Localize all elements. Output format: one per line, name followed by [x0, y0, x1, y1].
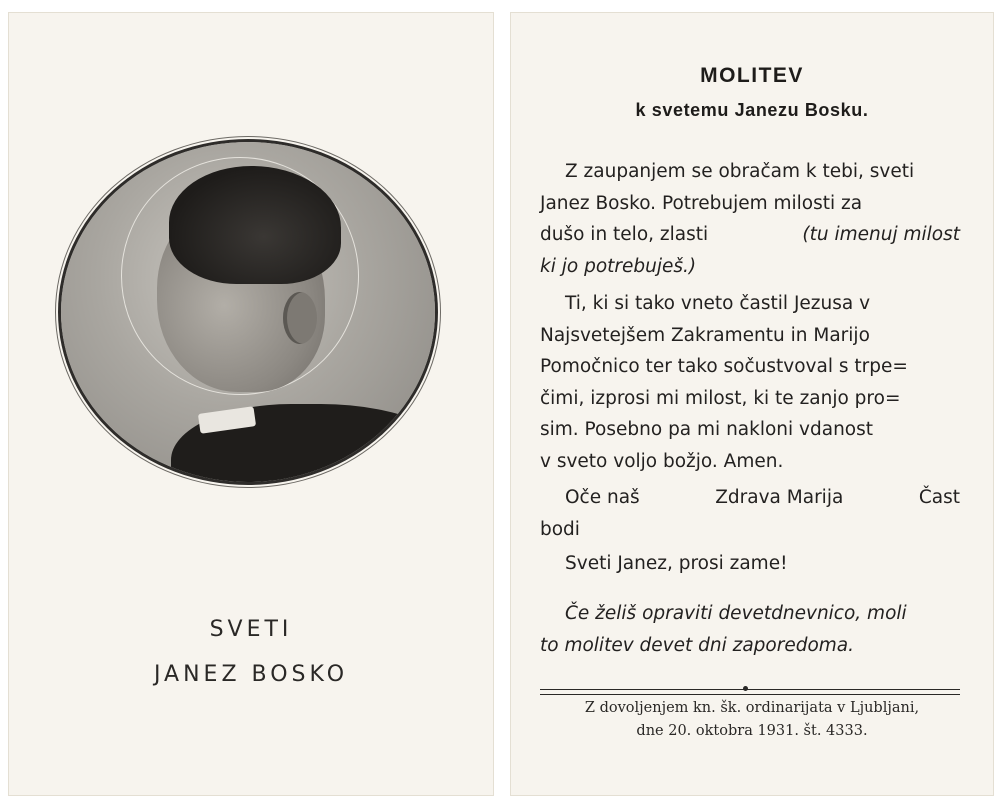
portrait-medallion — [61, 142, 435, 482]
prayer-line: Ti, ki si tako vneto častil Jezusa v — [565, 293, 871, 314]
divider-line — [540, 689, 960, 690]
divider-ornament — [540, 687, 960, 697]
holy-card-front — [8, 12, 494, 796]
prayer-name-cont: bodi — [540, 518, 580, 540]
prayer-line — [540, 219, 960, 251]
prayer-line: v sveto voljo božjo. Amen. — [540, 450, 784, 472]
prayer-name: Zdrava Marija — [715, 487, 844, 508]
prayer-line: sim. Posebno pa mi nakloni vdanost — [540, 419, 874, 440]
prayer-names-row — [540, 482, 960, 514]
prayer-title: MOLITEV — [700, 64, 804, 87]
saint-name-line1: SVETI — [209, 617, 293, 642]
invocation-line: Sveti Janez, prosi zame! — [565, 553, 788, 574]
portrait-hair — [169, 166, 341, 284]
portrait-ear — [283, 292, 317, 344]
holy-card-back — [510, 12, 994, 796]
prayer-line: Najsvetejšem Zakramentu in Marijo — [540, 324, 870, 346]
prayer-line-text: dušo in telo, zlasti — [540, 224, 709, 245]
prayer-paragraph-1 — [540, 156, 960, 282]
prayer-line: Pomočnico ter tako sočustvoval s trpe= — [540, 356, 908, 377]
prayer-subtitle: k svetemu Janezu Bosku. — [635, 100, 869, 120]
novena-note — [540, 598, 960, 661]
divider-line — [540, 694, 960, 695]
prayer-list — [540, 482, 960, 545]
prayer-line: čimi, izprosi mi milost, ki te zanjo pro= — [540, 387, 901, 409]
imprimatur-line-1: Z dovoljenjem kn. šk. ordinarijata v Ljubljani, — [584, 700, 920, 716]
novena-line: Če želiš opraviti devetdnevnico, moli — [565, 603, 907, 624]
prayer-name: Oče naš — [565, 487, 640, 508]
prayer-line: Janez Bosko. Potrebujem milosti za — [540, 192, 863, 214]
prayer-line: Z zaupanjem se obračam k tebi, sveti — [565, 161, 915, 182]
prayer-name: Čast — [918, 487, 960, 508]
prayer-paragraph-2 — [540, 288, 960, 477]
imprimatur-line-2: dne 20. oktobra 1931. št. 4333. — [636, 723, 868, 739]
saint-name-line2: JANEZ BOSKO — [153, 662, 349, 687]
divider-dot — [743, 686, 748, 691]
prayer-line-italic: (tu imenuj milost — [802, 224, 960, 245]
prayer-line-italic: ki jo potrebuješ.) — [540, 255, 697, 277]
invocation — [540, 548, 960, 580]
novena-line: to molitev devet dni zaporedoma. — [540, 634, 855, 656]
